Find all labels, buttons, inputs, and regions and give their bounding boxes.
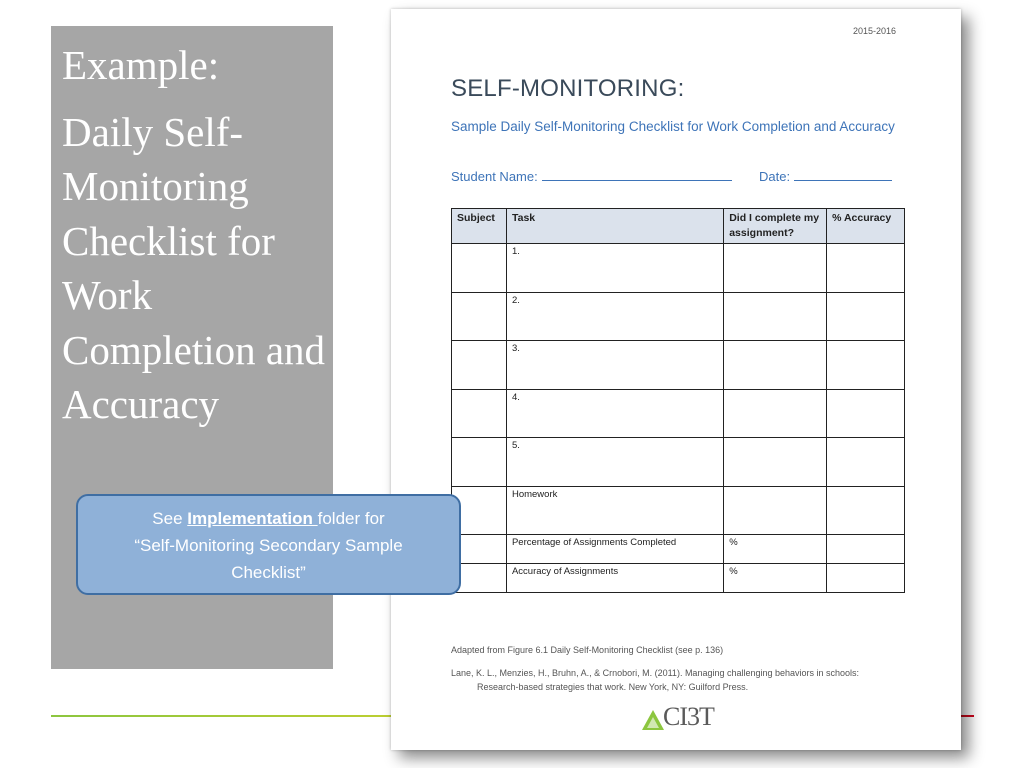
adapted-note: Adapted from Figure 6.1 Daily Self-Monitoring Checklist (see p. 136) — [451, 645, 724, 655]
implementation-link[interactable]: Implementation — [187, 509, 318, 528]
document-image — [391, 9, 961, 750]
table-cell — [452, 438, 507, 487]
table-cell — [827, 535, 905, 564]
table-cell: 1. — [506, 244, 723, 293]
callout-suffix: folder for — [317, 509, 385, 528]
table-cell — [827, 564, 905, 593]
table-row — [452, 486, 905, 535]
student-name-field — [451, 169, 732, 184]
triangle-logo-icon — [641, 708, 665, 732]
slide-title-line1: Example: — [62, 42, 220, 88]
document-subtitle: Sample Daily Self-Monitoring Checklist for Work Completion and Accuracy — [451, 119, 895, 134]
student-name-blank — [542, 169, 732, 181]
table-header-row — [452, 209, 905, 244]
table-cell: 2. — [506, 292, 723, 341]
table-cell — [452, 292, 507, 341]
table-row — [452, 564, 905, 593]
implementation-callout — [76, 494, 461, 595]
date-label: Date: — [759, 169, 791, 184]
student-name-label: Student Name: — [451, 169, 538, 184]
reference-citation — [451, 666, 911, 694]
reference-line2: Research-based strategies that work. New York, NY: Guilford Press. — [477, 682, 749, 692]
callout-line1 — [78, 505, 459, 532]
table-cell — [452, 389, 507, 438]
header-accuracy: % Accuracy — [827, 209, 905, 244]
table-cell — [452, 244, 507, 293]
checklist-table — [451, 208, 905, 593]
table-cell — [452, 341, 507, 390]
document-year: 2015-2016 — [852, 26, 896, 36]
table-cell: 5. — [506, 438, 723, 487]
table-row — [452, 292, 905, 341]
table-cell — [724, 486, 827, 535]
table-cell: % — [724, 535, 827, 564]
table-cell — [827, 486, 905, 535]
table-cell — [827, 438, 905, 487]
table-row — [452, 535, 905, 564]
table-cell: Homework — [506, 486, 723, 535]
table-row — [452, 389, 905, 438]
table-cell — [724, 244, 827, 293]
document-heading: SELF-MONITORING: — [451, 75, 685, 102]
header-subject: Subject — [452, 209, 507, 244]
table-row — [452, 341, 905, 390]
header-task: Task — [506, 209, 723, 244]
table-row — [452, 244, 905, 293]
header-complete: Did I complete my assignment? — [724, 209, 827, 244]
table-cell — [827, 292, 905, 341]
table-cell: 4. — [506, 389, 723, 438]
callout-line2: “Self-Monitoring Secondary Sample — [134, 536, 403, 555]
table-cell — [724, 389, 827, 438]
reference-line1: Lane, K. L., Menzies, H., Bruhn, A., & Crnobori, M. (2011). Managing challenging behaviors in schools: — [451, 668, 860, 678]
table-row — [452, 438, 905, 487]
table-cell — [827, 389, 905, 438]
table-cell — [724, 341, 827, 390]
table-cell: 3. — [506, 341, 723, 390]
slide-title-line2: Daily Self-Monitoring Checklist for Work Completion and Accuracy — [62, 108, 326, 427]
callout-line3: Checklist” — [231, 563, 306, 582]
table-cell — [827, 244, 905, 293]
callout-prefix: See — [152, 509, 188, 528]
date-field — [759, 169, 892, 184]
table-cell: % — [724, 564, 827, 593]
table-cell — [724, 438, 827, 487]
table-cell — [724, 292, 827, 341]
table-cell: Percentage of Assignments Completed — [506, 535, 723, 564]
logo-text: CI3T — [663, 702, 714, 731]
table-cell — [827, 341, 905, 390]
ci3t-logo — [641, 702, 721, 736]
table-cell: Accuracy of Assignments — [506, 564, 723, 593]
date-blank — [794, 169, 892, 181]
slide-title — [62, 38, 332, 432]
